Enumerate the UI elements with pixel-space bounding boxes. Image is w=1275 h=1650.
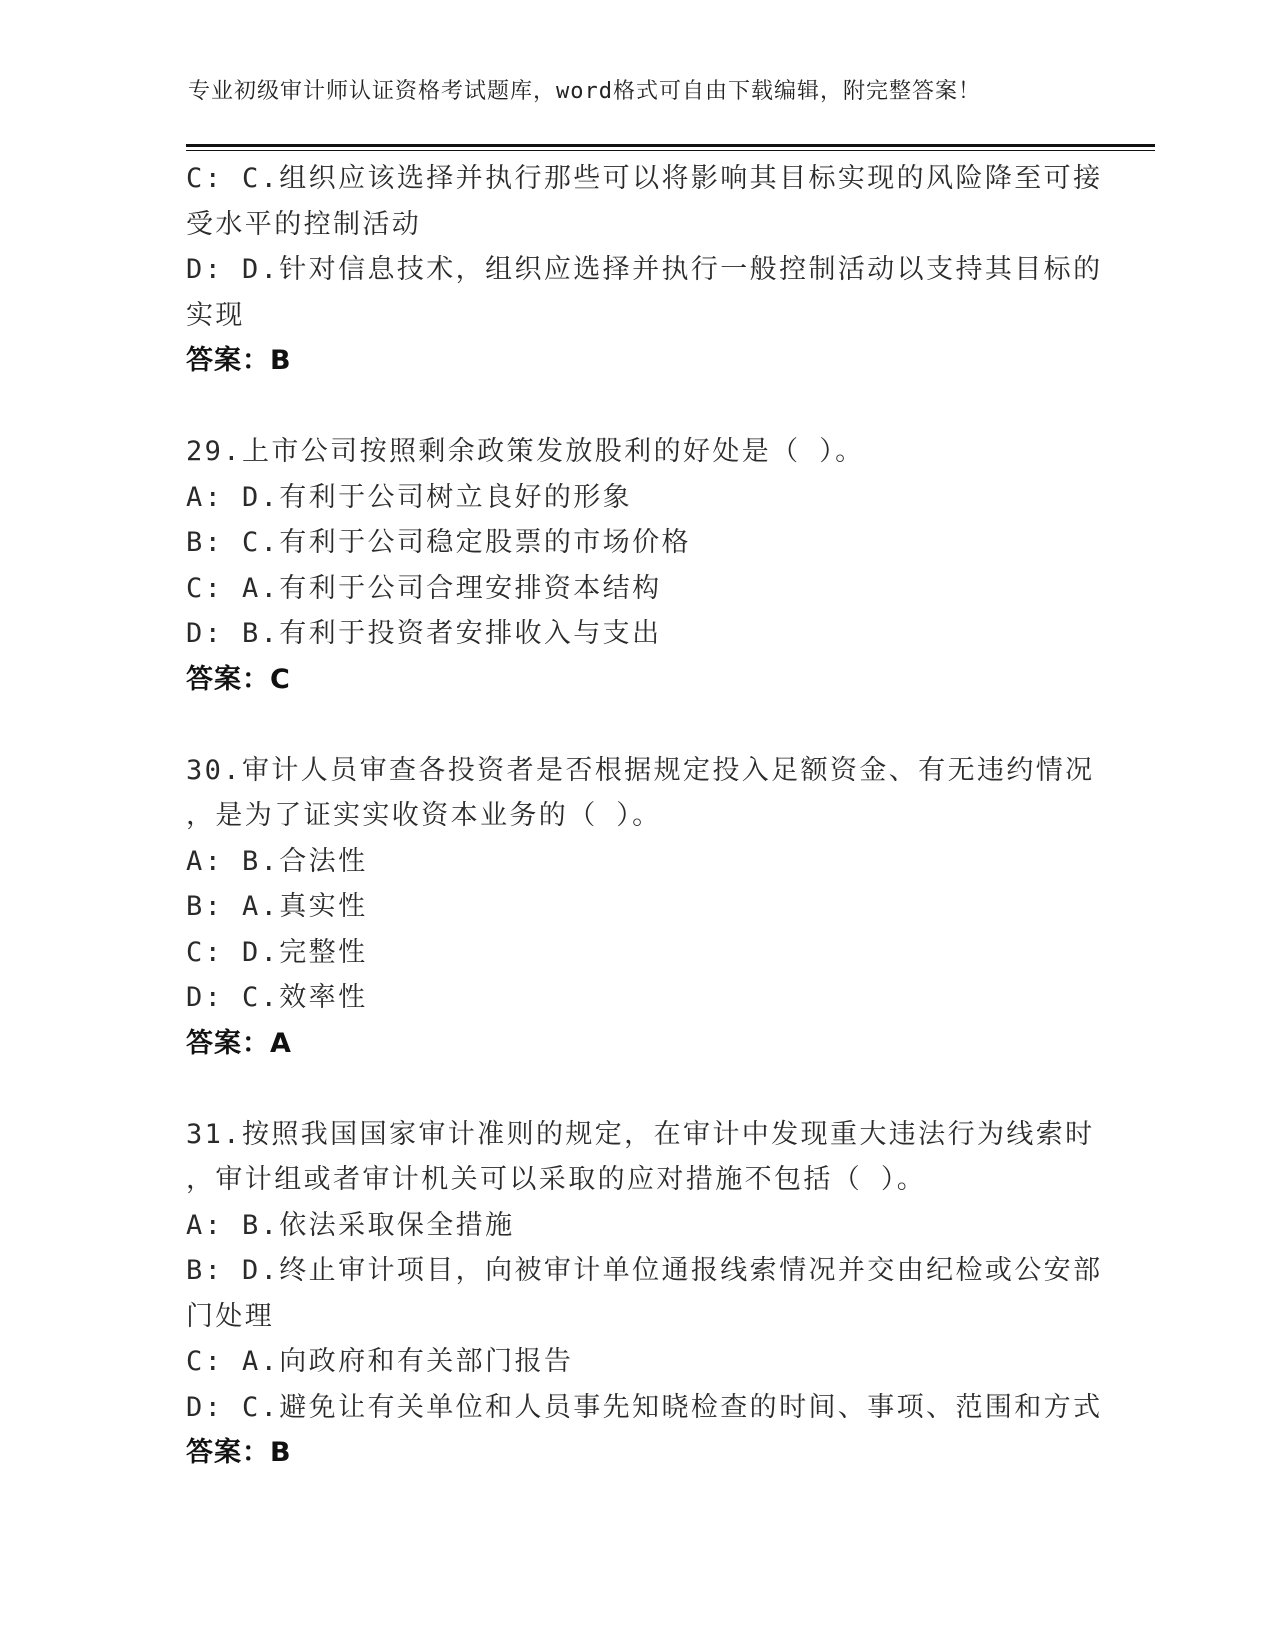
option-d: D: B.有利于投资者安排收入与支出	[186, 618, 662, 649]
question-content	[186, 156, 1103, 1476]
answer-label: 答案：A	[186, 1027, 292, 1059]
question-31	[186, 1112, 1103, 1476]
option-c: C: A.向政府和有关部门报告	[186, 1346, 574, 1377]
answer-label: 答案：B	[186, 1437, 292, 1468]
option-b: B: A.真实性	[186, 891, 368, 922]
option-a: A: B.合法性	[186, 845, 368, 877]
option-b-line1: B: D.终止审计项目，向被审计单位通报线索情况并交由纪检或公安部	[186, 1255, 1103, 1286]
question-stem: 29.上市公司按照剩余政策发放股利的好处是（ ）。	[186, 436, 865, 467]
spacer	[186, 1066, 1086, 1112]
header-rule-thick	[186, 144, 1155, 147]
option-c: C: A.有利于公司合理安排资本结构	[186, 572, 662, 604]
option-d: D: C.避免让有关单位和人员事先知晓检查的时间、事项、范围和方式	[186, 1391, 1103, 1423]
question-29	[186, 429, 1086, 702]
option-d-line2: 实现	[186, 299, 245, 331]
page-header: 专业初级审计师认证资格考试题库，word格式可自由下载编辑，附完整答案！	[188, 79, 981, 104]
question-stem-line2: ，审计组或者审计机关可以采取的应对措施不包括（ ）。	[186, 1164, 927, 1195]
option-c-line2: 受水平的控制活动	[186, 208, 422, 240]
question-stem-line2: ，是为了证实实收资本业务的（ ）。	[186, 800, 662, 831]
spacer	[186, 702, 1086, 748]
option-c: C: D.完整性	[186, 936, 368, 968]
option-a: A: D.有利于公司树立良好的形象	[186, 481, 633, 513]
question-stem-line1: 31.按照我国国家审计准则的规定，在审计中发现重大违法行为线索时	[186, 1118, 1095, 1150]
header-rule-thin	[186, 150, 1155, 151]
option-b-line2: 门处理	[186, 1300, 275, 1332]
option-d: D: C.效率性	[186, 982, 368, 1013]
option-b: B: C.有利于公司稳定股票的市场价格	[186, 527, 691, 558]
answer-label: 答案：C	[186, 663, 291, 695]
question-28-tail	[186, 156, 1103, 384]
option-d-line1: D: D.针对信息技术，组织应选择并执行一般控制活动以支持其目标的	[186, 254, 1103, 285]
question-stem-line1: 30.审计人员审查各投资者是否根据规定投入足额资金、有无违约情况	[186, 754, 1095, 786]
spacer	[186, 384, 1086, 430]
question-30	[186, 748, 1095, 1067]
option-c-line1: C: C.组织应该选择并执行那些可以将影响其目标实现的风险降至可接	[186, 163, 1103, 194]
answer-label: 答案：B	[186, 345, 292, 376]
option-a: A: B.依法采取保全措施	[186, 1209, 515, 1241]
